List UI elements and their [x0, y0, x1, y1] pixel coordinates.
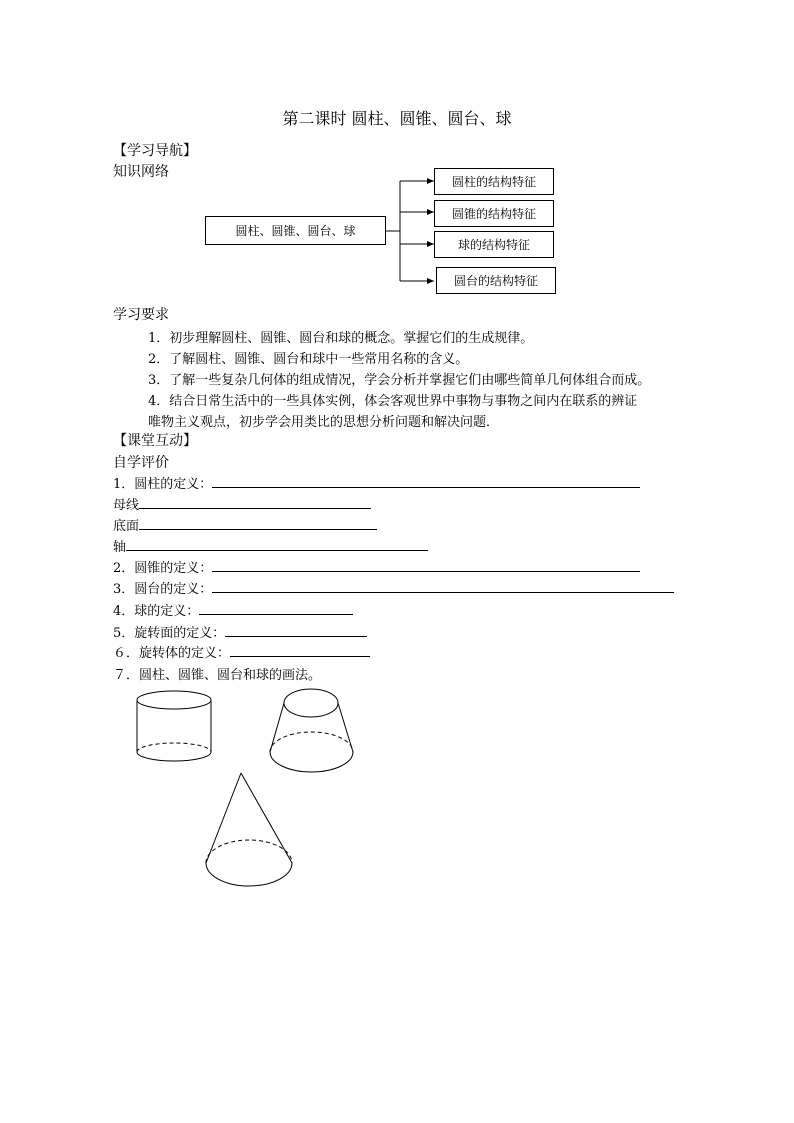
cylinder-figure [137, 691, 211, 761]
question-1b-label: 底面 [113, 519, 140, 534]
network-branch-frustum: 圆台的结构特征 [436, 267, 556, 294]
question-7: ７．圆柱、圆锥、圆台和球的画法。 [113, 668, 322, 683]
requirements-label: 学习要求 [113, 307, 169, 323]
self-eval-label: 自学评价 [113, 455, 169, 471]
question-1c-label: 轴 [113, 540, 127, 555]
requirement-item: 1．初步理解圆柱、圆锥、圆台和球的概念。掌握它们的生成规律。 [148, 331, 534, 346]
network-branch-cylinder: 圆柱的结构特征 [434, 168, 554, 195]
class-heading: 【课堂互动】 [113, 433, 197, 449]
frustum-figure [270, 689, 353, 772]
question-4-label: 4．球的定义： [113, 604, 200, 619]
question-1a-label: 母线 [113, 498, 140, 513]
network-branch-cone: 圆锥的结构特征 [434, 200, 554, 227]
requirement-item: 2．了解圆柱、圆锥、圆台和球中一些常用名称的含义。 [148, 352, 469, 367]
cone-figure [206, 773, 292, 886]
question-5-label: 5．旋转面的定义： [113, 626, 226, 641]
requirement-item: 3．了解一些复杂几何体的组成情况，学会分析并掌握它们由哪些简单几何体组合而成。 [148, 373, 651, 388]
question-3-label: 3．圆台的定义： [113, 582, 213, 597]
nav-heading: 【学习导航】 [113, 143, 197, 159]
question-2-label: 2．圆锥的定义： [113, 561, 213, 576]
page-title: 第二课时 圆柱、圆锥、圆台、球 [282, 109, 512, 128]
network-branch-sphere: 球的结构特征 [434, 231, 554, 258]
question-1-label: 1．圆柱的定义： [113, 477, 213, 492]
question-6-label: ６．旋转体的定义： [113, 646, 231, 661]
requirement-item: 4．结合日常生活中的一些具体实例，体会客观世界中事物与事物之间内在联系的辨证 [148, 394, 638, 409]
knowledge-network-label: 知识网络 [113, 164, 169, 180]
requirement-item: 唯物主义观点，初步学会用类比的思想分析问题和解决问题． [148, 415, 500, 430]
network-center-box: 圆柱、圆锥、圆台、球 [205, 216, 386, 245]
